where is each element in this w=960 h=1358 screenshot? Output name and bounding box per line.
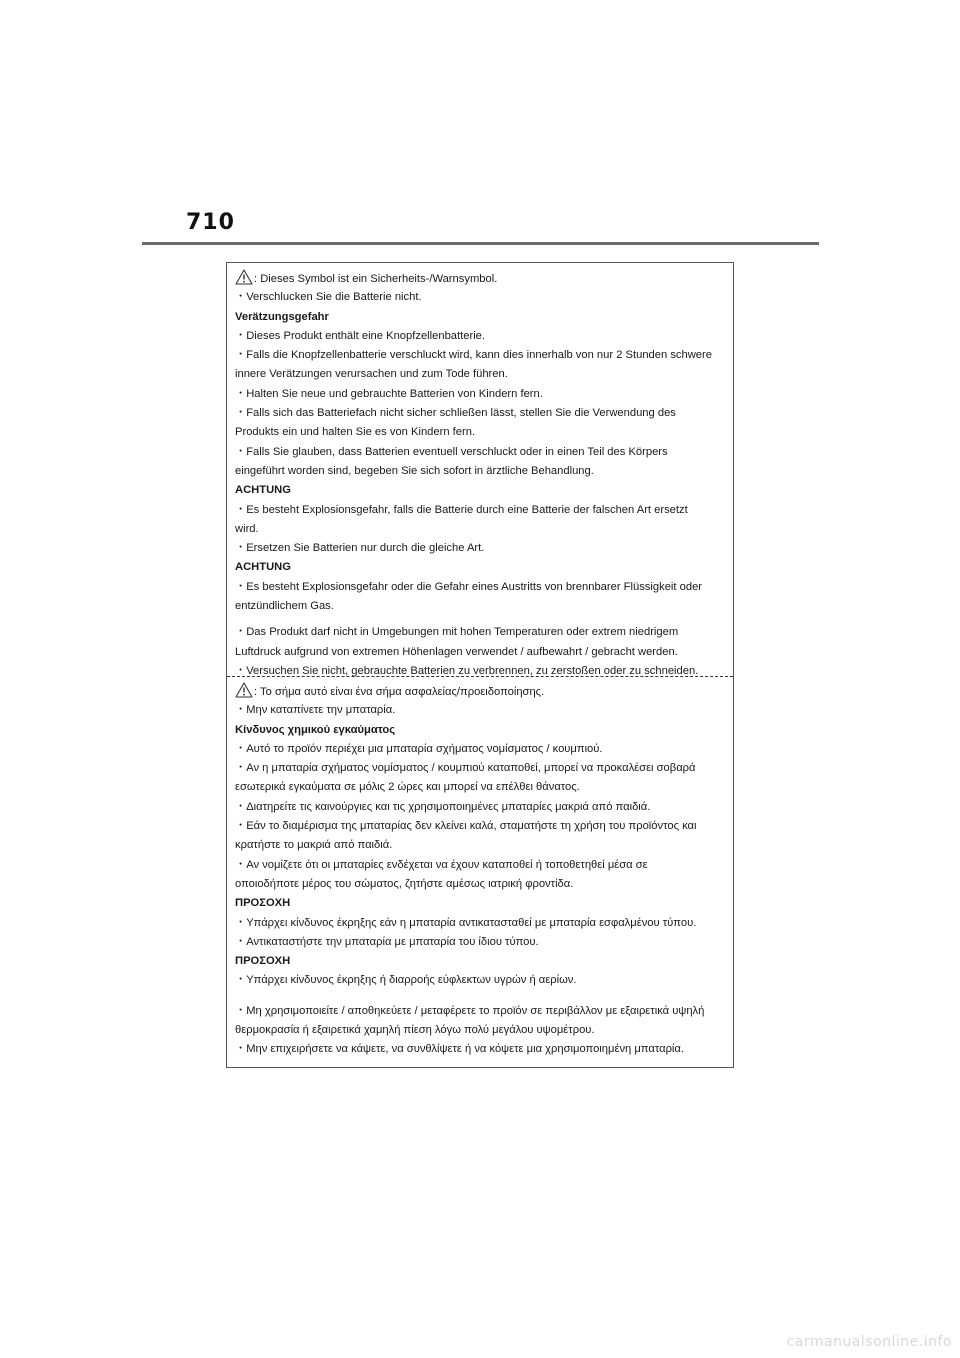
warning-heading: Verätzungsgefahr <box>235 310 329 323</box>
warning-heading: ΠΡΟΣΟΧΗ <box>235 897 291 910</box>
warning-line: θερμοκρασία ή εξαιρετικά χαμηλή πίεση λόγω πολύ μεγάλου υψομέτρου. <box>235 1024 595 1037</box>
warning-line: οποιοδήποτε μέρος του σώματος, ζητήστε αμέσως ιατρική φροντίδα. <box>235 877 574 890</box>
page-number: 710 <box>186 210 235 235</box>
warning-line: ・Υπάρχει κίνδυνος έκρηξης ή διαρροής εύφλεκτων υγρών ή αερίων. <box>235 974 577 987</box>
warning-line: ・Εάν το διαμέρισμα της μπαταρίας δεν κλείνει καλά, σταματήστε τη χρήση του προϊόντος και <box>235 820 697 833</box>
warning-heading: Κίνδυνος χημικού εγκαύματος <box>235 723 396 736</box>
battery-warning-box <box>226 262 734 1068</box>
warning-section-greek <box>235 682 729 1060</box>
warning-line: ・Verschlucken Sie die Batterie nicht. <box>235 291 422 304</box>
warning-line: ・Μην καταπίνετε την μπαταρία. <box>235 704 396 717</box>
warning-line: Luftdruck aufgrund von extremen Höhenlagen verwendet / aufbewahrt / gebracht werden. <box>235 645 678 658</box>
warning-line: ・Falls Sie glauben, dass Batterien eventuell verschluckt oder in einen Teil des Körpers <box>235 445 668 458</box>
warning-line: ・Das Produkt darf nicht in Umgebungen mit hohen Temperaturen oder extrem niedrigem <box>235 626 679 639</box>
warning-triangle-icon <box>235 269 253 285</box>
warning-symbol-text: : Το σήμα αυτό είναι ένα σήμα ασφαλείας/προειδοποίησης. <box>254 686 545 698</box>
warning-line: ・Διατηρείτε τις καινούργιες και τις χρησιμοποιημένες μπαταρίες μακριά από παιδιά. <box>235 800 651 813</box>
language-divider <box>227 676 733 677</box>
warning-line: ・Ersetzen Sie Batterien nur durch die gleiche Art. <box>235 542 485 555</box>
warning-line: entzündlichem Gas. <box>235 600 334 613</box>
site-watermark: carmanualsonline.info <box>786 1334 952 1350</box>
warning-lines-greek <box>235 701 729 1059</box>
warning-line: Produkts ein und halten Sie es von Kindern fern. <box>235 426 476 439</box>
warning-line: ・Es besteht Explosionsgefahr, falls die Batterie durch eine Batterie der falschen Art ersetzt <box>235 503 688 516</box>
warning-heading: ACHTUNG <box>235 484 291 497</box>
warning-line: ・Falls sich das Batteriefach nicht sicher schließen lässt, stellen Sie die Verwendung des <box>235 407 676 420</box>
warning-line: εσωτερικά εγκαύματα σε μόλις 2 ώρες και μπορεί να επέλθει θάνατος. <box>235 781 580 794</box>
warning-line: ・Αυτό το προϊόν περιέχει μια μπαταρία σχήματος νομίσματος / κουμπιού. <box>235 742 603 755</box>
warning-symbol-text: : Dieses Symbol ist ein Sicherheits-/Warnsymbol. <box>254 273 498 285</box>
warning-line: ・Versuchen Sie nicht, gebrauchte Batterien zu verbrennen, zu zerstoßen oder zu schneiden. <box>235 664 699 677</box>
warning-line: ・Es besteht Explosionsgefahr oder die Gefahr eines Austritts von brennbarer Flüssigkeit oder <box>235 580 703 593</box>
warning-line: ・Μη χρησιμοποιείτε / αποθηκεύετε / μεταφέρετε το προϊόν σε περιβάλλον με εξαιρετικά υψηλή <box>235 1004 705 1017</box>
warning-symbol-line-german <box>235 269 729 288</box>
warning-line: ・Αν η μπαταρία σχήματος νομίσματος / κουμπιού καταποθεί, μπορεί να προκαλέσει σοβαρά <box>235 762 696 775</box>
header-rule <box>142 242 819 245</box>
warning-line: ・Μην επιχειρήσετε να κάψετε, να συνθλίψετε ή να κόψετε μια χρησιμοποιημένη μπαταρία. <box>235 1043 684 1056</box>
warning-line: ・Dieses Produkt enthält eine Knopfzellenbatterie. <box>235 329 486 342</box>
warning-heading: ACHTUNG <box>235 561 291 574</box>
warning-line: ・Halten Sie neue und gebrauchte Batterien von Kindern fern. <box>235 387 543 400</box>
warning-heading: ΠΡΟΣΟΧΗ <box>235 955 291 968</box>
warning-line: κρατήστε το μακριά από παιδιά. <box>235 839 393 852</box>
warning-line: wird. <box>235 522 259 535</box>
warning-triangle-icon <box>235 682 253 698</box>
warning-section-german <box>235 269 729 681</box>
warning-line: ・Αντικαταστήστε την μπαταρία με μπαταρία του ίδιου τύπου. <box>235 935 539 948</box>
warning-line: ・Υπάρχει κίνδυνος έκρηξης εάν η μπαταρία αντικατασταθεί με μπαταρία εσφαλμένου τύπου. <box>235 916 697 929</box>
warning-symbol-line-greek <box>235 682 729 701</box>
warning-lines-german <box>235 288 729 681</box>
warning-line: ・Falls die Knopfzellenbatterie verschluckt wird, kann dies innerhalb von nur 2 Stunden schwere <box>235 349 712 362</box>
warning-line: eingeführt worden sind, begeben Sie sich sofort in ärztliche Behandlung. <box>235 464 594 477</box>
warning-line: innere Verätzungen verursachen und zum Tode führen. <box>235 368 508 381</box>
warning-line: ・Αν νομίζετε ότι οι μπαταρίες ενδέχεται να έχουν καταποθεί ή τοποθετηθεί μέσα σε <box>235 858 648 871</box>
